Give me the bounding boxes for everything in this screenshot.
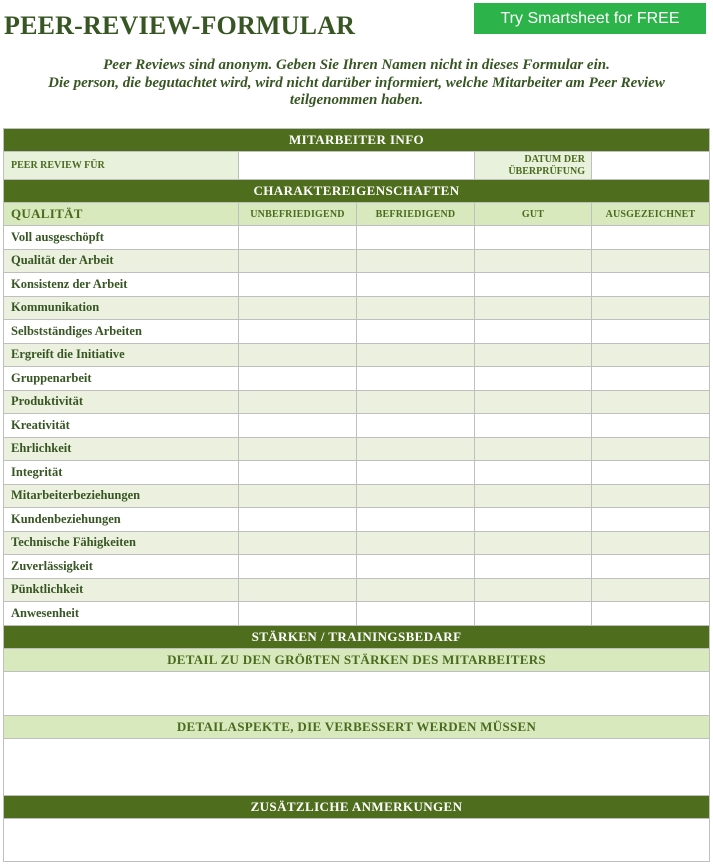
rating-cell-good[interactable]: [475, 249, 592, 273]
rating-cell-unsatisfactory[interactable]: [239, 296, 357, 320]
rating-cell-good[interactable]: [475, 531, 592, 555]
criterion-row: [4, 531, 710, 555]
rating-cell-unsatisfactory[interactable]: [239, 249, 357, 273]
rating-cell-unsatisfactory[interactable]: [239, 320, 357, 344]
additional-notes-textarea[interactable]: [4, 818, 710, 861]
review-date-input[interactable]: [592, 152, 710, 180]
rating-cell-good[interactable]: [475, 578, 592, 602]
rating-cell-unsatisfactory[interactable]: [239, 226, 357, 250]
rating-cell-unsatisfactory[interactable]: [239, 461, 357, 485]
rating-cell-excellent[interactable]: [592, 343, 710, 367]
improvement-heading: DETAILASPEKTE, DIE VERBESSERT WERDEN MÜSSEN: [4, 715, 710, 738]
rating-header-excellent: AUSGEZEICHNET: [592, 203, 710, 226]
criterion-row: [4, 226, 710, 250]
criterion-row: [4, 249, 710, 273]
rating-cell-excellent[interactable]: [592, 437, 710, 461]
rating-header-unsatisfactory: UNBEFRIEDIGEND: [239, 203, 357, 226]
criterion-row: [4, 320, 710, 344]
try-smartsheet-button[interactable]: Try Smartsheet for FREE: [474, 3, 706, 34]
criterion-label: Pünktlichkeit: [4, 578, 239, 602]
rating-cell-satisfactory[interactable]: [357, 602, 475, 626]
criterion-label: Zuverlässigkeit: [4, 555, 239, 579]
criterion-label: Ergreift die Initiative: [4, 343, 239, 367]
criterion-row: [4, 390, 710, 414]
criterion-row: [4, 296, 710, 320]
rating-cell-good[interactable]: [475, 390, 592, 414]
rating-cell-good[interactable]: [475, 484, 592, 508]
rating-cell-unsatisfactory[interactable]: [239, 508, 357, 532]
review-date-label-line1: DATUM DER: [524, 153, 585, 165]
criterion-row: [4, 437, 710, 461]
page-title: PEER-REVIEW-FORMULAR: [4, 11, 356, 40]
rating-cell-satisfactory[interactable]: [357, 531, 475, 555]
intro-line: teilgenommen haben.: [289, 92, 424, 108]
intro-text: [0, 57, 713, 110]
criterion-label: Kreativität: [4, 414, 239, 438]
rating-cell-unsatisfactory[interactable]: [239, 484, 357, 508]
criterion-label: Technische Fähigkeiten: [4, 531, 239, 555]
rating-cell-satisfactory[interactable]: [357, 437, 475, 461]
rating-cell-excellent[interactable]: [592, 484, 710, 508]
strengths-training-header: STÄRKEN / TRAININGSBEDARF: [4, 625, 710, 648]
rating-cell-satisfactory[interactable]: [357, 555, 475, 579]
rating-cell-excellent[interactable]: [592, 367, 710, 391]
rating-cell-excellent[interactable]: [592, 390, 710, 414]
intro-line: Die person, die begutachtet wird, wird nicht darüber informiert, welche Mitarbeiter am Peer Review: [48, 74, 665, 91]
rating-cell-unsatisfactory[interactable]: [239, 273, 357, 297]
rating-cell-unsatisfactory[interactable]: [239, 367, 357, 391]
rating-cell-good[interactable]: [475, 602, 592, 626]
rating-cell-good[interactable]: [475, 508, 592, 532]
rating-cell-satisfactory[interactable]: [357, 343, 475, 367]
rating-cell-excellent[interactable]: [592, 273, 710, 297]
rating-cell-unsatisfactory[interactable]: [239, 531, 357, 555]
rating-header-satisfactory: BEFRIEDIGEND: [357, 203, 475, 226]
criterion-label: Anwesenheit: [4, 602, 239, 626]
rating-cell-satisfactory[interactable]: [357, 578, 475, 602]
rating-cell-satisfactory[interactable]: [357, 226, 475, 250]
criterion-label: Selbstständiges Arbeiten: [4, 320, 239, 344]
rating-cell-excellent[interactable]: [592, 508, 710, 532]
rating-cell-good[interactable]: [475, 437, 592, 461]
rating-cell-excellent[interactable]: [592, 461, 710, 485]
rating-cell-excellent[interactable]: [592, 226, 710, 250]
rating-cell-good[interactable]: [475, 367, 592, 391]
rating-header-good: GUT: [475, 203, 592, 226]
rating-cell-satisfactory[interactable]: [357, 296, 475, 320]
rating-cell-satisfactory[interactable]: [357, 367, 475, 391]
rating-cell-satisfactory[interactable]: [357, 461, 475, 485]
rating-cell-good[interactable]: [475, 226, 592, 250]
rating-cell-satisfactory[interactable]: [357, 414, 475, 438]
rating-cell-good[interactable]: [475, 296, 592, 320]
rating-cell-satisfactory[interactable]: [357, 320, 475, 344]
additional-notes-header: ZUSÄTZLICHE ANMERKUNGEN: [4, 795, 710, 818]
rating-cell-excellent[interactable]: [592, 320, 710, 344]
criterion-label: Ehrlichkeit: [4, 437, 239, 461]
criterion-row: [4, 555, 710, 579]
intro-line: Peer Reviews sind anonym. Geben Sie Ihren Namen nicht in dieses Formular ein.: [103, 57, 610, 73]
criterion-label: Qualität der Arbeit: [4, 249, 239, 273]
rating-cell-good[interactable]: [475, 343, 592, 367]
reviewee-input[interactable]: [239, 152, 475, 180]
criterion-label: Voll ausgeschöpft: [4, 226, 239, 250]
criterion-row: [4, 414, 710, 438]
criterion-label: Kundenbeziehungen: [4, 508, 239, 532]
criterion-row: [4, 343, 710, 367]
rating-cell-excellent[interactable]: [592, 249, 710, 273]
rating-cell-good[interactable]: [475, 320, 592, 344]
criterion-row: [4, 461, 710, 485]
improvement-textarea[interactable]: [4, 738, 710, 795]
criterion-label: Kommunikation: [4, 296, 239, 320]
rating-cell-good[interactable]: [475, 273, 592, 297]
strengths-heading: DETAIL ZU DEN GRÖßTEN STÄRKEN DES MITARBEITERS: [4, 648, 710, 671]
criterion-label: Gruppenarbeit: [4, 367, 239, 391]
rating-cell-unsatisfactory[interactable]: [239, 602, 357, 626]
criterion-row: [4, 508, 710, 532]
rating-cell-unsatisfactory[interactable]: [239, 414, 357, 438]
rating-cell-excellent[interactable]: [592, 296, 710, 320]
criterion-label: Produktivität: [4, 390, 239, 414]
rating-cell-excellent[interactable]: [592, 555, 710, 579]
reviewee-label: [4, 152, 239, 180]
rating-cell-unsatisfactory[interactable]: [239, 390, 357, 414]
rating-cell-good[interactable]: [475, 414, 592, 438]
criterion-row: [4, 602, 710, 626]
rating-cell-excellent[interactable]: [592, 531, 710, 555]
rating-cell-unsatisfactory[interactable]: [239, 437, 357, 461]
rating-cell-unsatisfactory[interactable]: [239, 578, 357, 602]
reviewee-label-text: PEER REVIEW FÜR: [11, 160, 105, 171]
employee-info-header: MITARBEITER INFO: [4, 129, 710, 152]
rating-cell-satisfactory[interactable]: [357, 273, 475, 297]
criterion-row: [4, 367, 710, 391]
criterion-row: [4, 273, 710, 297]
rating-cell-good[interactable]: [475, 461, 592, 485]
criterion-label: Mitarbeiterbeziehungen: [4, 484, 239, 508]
rating-cell-excellent[interactable]: [592, 578, 710, 602]
rating-cell-unsatisfactory[interactable]: [239, 555, 357, 579]
rating-cell-satisfactory[interactable]: [357, 390, 475, 414]
rating-cell-excellent[interactable]: [592, 602, 710, 626]
rating-cell-satisfactory[interactable]: [357, 508, 475, 532]
rating-cell-unsatisfactory[interactable]: [239, 343, 357, 367]
quality-column-header: QUALITÄT: [4, 203, 239, 226]
characteristics-header: CHARAKTEREIGENSCHAFTEN: [4, 180, 710, 203]
rating-cell-good[interactable]: [475, 555, 592, 579]
peer-review-form: [3, 128, 710, 862]
review-date-label-line2: ÜBERPRÜFUNG: [508, 165, 585, 177]
review-date-label: [475, 152, 592, 180]
rating-cell-satisfactory[interactable]: [357, 484, 475, 508]
criterion-label: Integrität: [4, 461, 239, 485]
rating-cell-excellent[interactable]: [592, 414, 710, 438]
strengths-textarea[interactable]: [4, 671, 710, 715]
criterion-row: [4, 484, 710, 508]
criterion-row: [4, 578, 710, 602]
criterion-label: Konsistenz der Arbeit: [4, 273, 239, 297]
rating-cell-satisfactory[interactable]: [357, 249, 475, 273]
